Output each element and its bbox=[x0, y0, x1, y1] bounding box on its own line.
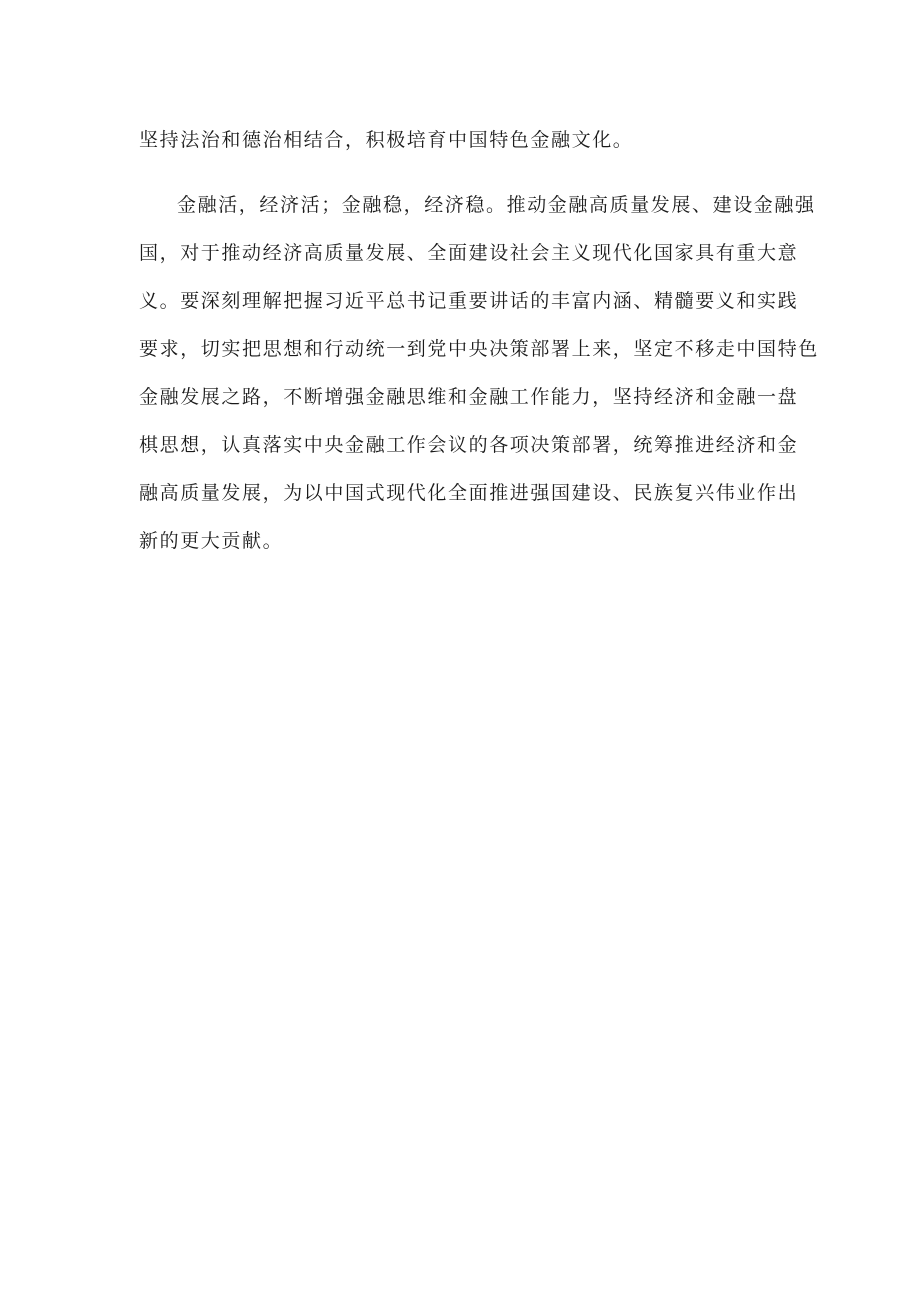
paragraph-line: 国，对于推动经济高质量发展、全面建设社会主义现代化国家具有重大意 bbox=[139, 242, 799, 264]
paragraph-line: 新的更大贡献。 bbox=[139, 530, 284, 552]
paragraph-line: 金融活，经济活；金融稳，经济稳。推动金融高质量发展、建设金融强 bbox=[177, 194, 816, 216]
paragraph-line: 义。要深刻理解把握习近平总书记重要讲话的丰富内涵、精髓要义和实践 bbox=[139, 290, 799, 312]
paragraph-line: 融高质量发展，为以中国式现代化全面推进强国建设、民族复兴伟业作出 bbox=[139, 482, 799, 504]
paragraph-line: 棋思想，认真落实中央金融工作会议的各项决策部署，统筹推进经济和金 bbox=[139, 434, 799, 456]
paragraph-line: 要求，切实把思想和行动统一到党中央决策部署上来，坚定不移走中国特色 bbox=[139, 338, 819, 360]
paragraph-line: 坚持法治和德治相结合，积极培育中国特色金融文化。 bbox=[139, 129, 634, 151]
paragraph-line: 金融发展之路，不断增强金融思维和金融工作能力，坚持经济和金融一盘 bbox=[139, 386, 799, 408]
